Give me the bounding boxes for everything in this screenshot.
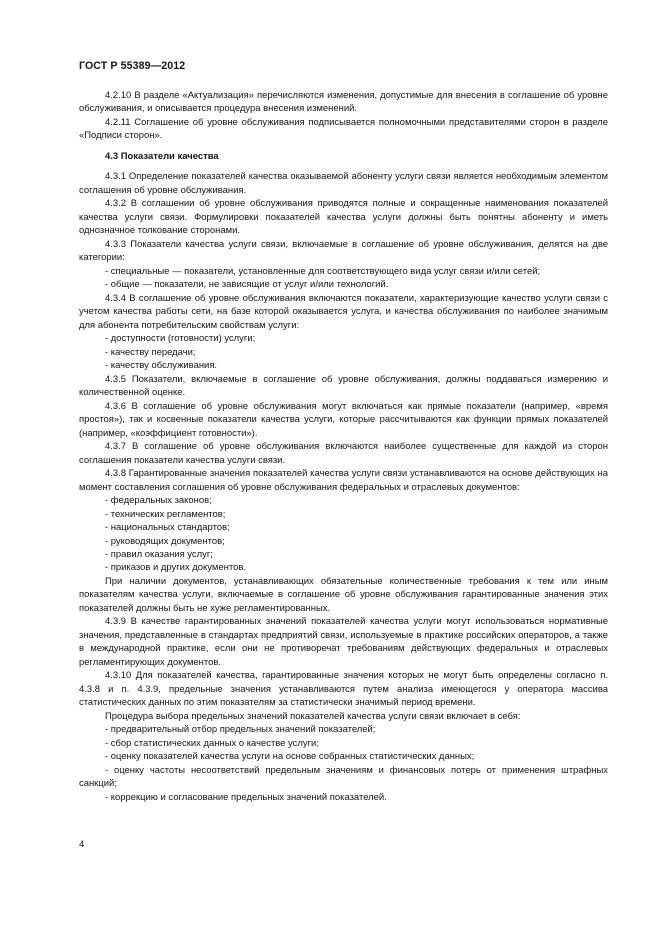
list-item: - качеству обслуживания. [105, 360, 218, 372]
list-item: - специальные — показатели, установленные для соответствующего вида услуг связи и/или сетей; [105, 265, 541, 277]
list-item: - федеральных законов; [105, 495, 212, 507]
paragraph: 4.3.4 В соглашение об уровне обслуживания включаются показатели, характеризующие качество услуги связи с учетом качества работы сети, на базе которой оказывается услуга, и качества обслуживания по наиболее значимым для абонента потребительским свойствам услуги: [79, 292, 608, 331]
list-item: - технических регламентов; [105, 508, 226, 520]
paragraph: 4.3.1 Определение показателей качества оказываемой абоненту услуги связи является необходимым элементом соглашения об уровне обслуживания. [79, 171, 608, 196]
list-item: - общие — показатели, не зависящие от услуг и/или технологий. [105, 279, 389, 291]
section-heading: 4.3 Показатели качества [105, 150, 219, 162]
body-text [79, 89, 608, 804]
paragraph: 4.2.10 В разделе «Актуализация» перечисляются изменения, допустимые для внесения в соглашение об уровне обслуживания, и описывается процедура внесения изменений. [79, 90, 608, 115]
list-item: - руководящих документов; [105, 535, 225, 547]
paragraph: 4.2.11 Соглашение об уровне обслуживания подписывается полномочными представителями сторон в разделе «Подписи сторон». [79, 116, 608, 142]
list-item: - сбор статистических данных о качестве услуги; [105, 737, 319, 749]
paragraph: 4.3.5 Показатели, включаемые в соглашение об уровне обслуживания, должны поддаваться измерению и количественной оценке. [79, 373, 608, 399]
list-item: - приказов и других документов. [105, 562, 246, 574]
list-item: - коррекцию и согласование предельных значений показателей. [105, 791, 387, 803]
paragraph: - оценку частоты несоответствий предельным значениям и финансовых потерь от применения штрафных санкций; [79, 764, 608, 790]
paragraph: 4.3.6 В соглашение об уровне обслуживания могут включаться как прямые показатели (например, «время простоя»), так и косвенные показатели качества услуги, которые рассчитываются как функции прямых показателей (например, «коэффициент готовности»). [79, 400, 608, 439]
list-item: - правил оказания услуг; [105, 548, 213, 560]
paragraph: 4.3.7 В соглашение об уровне обслуживания включаются наиболее существенные для каждой из сторон соглашения показатели качества услуги связи. [79, 441, 608, 466]
page-number: 4 [79, 839, 85, 850]
paragraph: 4.3.10 Для показателей качества, гарантированные значения которых не могут быть определены согласно п. 4.3.8 и п. 4.3.9, предельные значения устанавливаются путем анализа имеющегося у оператора массива статистических данных по этим показателям за статистически значимый период времени. [79, 670, 608, 709]
paragraph: При наличии документов, устанавливающих обязательные количественные требования к тем или иным показателям качества услуги, включаемые в соглашение об уровне обслуживания гарантированные значения этих показателей должны быть не хуже регламентированных. [79, 575, 608, 614]
paragraph: 4.3.8 Гарантированные значения показателей качества услуги связи устанавливаются на основе действующих на момент составления соглашения об уровне обслуживания федеральных и отраслевых документов: [79, 468, 608, 493]
list-item: - оценку показателей качества услуги на основе собранных статистических данных; [105, 751, 475, 763]
paragraph: 4.3.2 В соглашении об уровне обслуживания приводятся полные и сокращенные наименования показателей качества услуги связи. Формулировки показателей качества услуги должны быть понятны абоненту и иметь однозначное толкование сторонами. [79, 198, 608, 237]
list-item: - доступности (готовности) услуги; [105, 333, 256, 345]
list-item: - качеству передачи; [105, 346, 196, 358]
paragraph: 4.3.3 Показатели качества услуги связи, включаемые в соглашение об уровне обслуживания, делятся на две категории: [79, 238, 608, 264]
paragraph: Процедура выбора предельных значений показателей качества услуги связи включает в себя: [105, 710, 521, 722]
list-item: - предварительный отбор предельных значений показателей; [105, 724, 376, 736]
page-header: ГОСТ Р 55389—2012 [79, 60, 186, 72]
paragraph: 4.3.9 В качестве гарантированных значений показателей качества услуги могут использоваться нормативные значения, представленные в стандартах предприятий связи, используемые в практике российских операторов, а также в международной практике, если они не противоречат требованиям действующих федеральных и отраслевых регламентирующих документов. [79, 616, 608, 668]
list-item: - национальных стандартов; [105, 522, 230, 534]
